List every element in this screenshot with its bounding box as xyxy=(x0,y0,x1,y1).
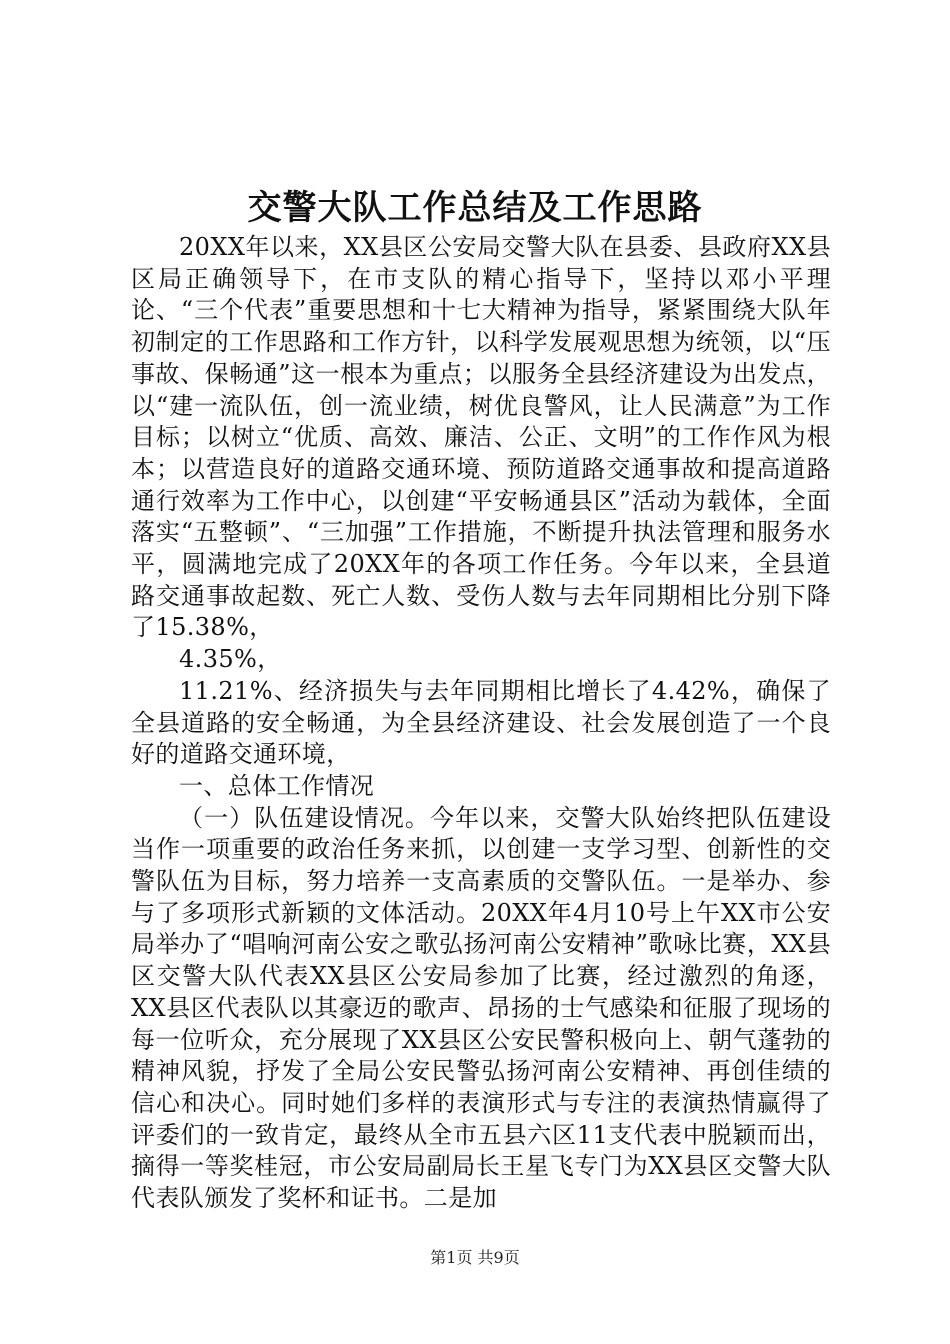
paragraph-summary: 11.21%、经济损失与去年同期相比增长了4.42%，确保了全县道路的安全畅通，为全县经济建设、社会发展创造了一个良好的道路交通环境， xyxy=(131,676,831,769)
document-title: 交警大队工作总结及工作思路 xyxy=(247,188,703,228)
section-heading: 一、总体工作情况 xyxy=(179,771,375,800)
paragraph-team-building: （一）队伍建设情况。今年以来，交警大队始终把队伍建设当作一项重要的政治任务来抓，以创建一支学习型、创新性的交警队伍为目标，努力培养一支高素质的交警队伍。一是举办、参与了多项形式新颖的文体活动。20XX年4月10号上午XX市公安局举办了“唱响河南公安之歌弘扬河南公安精神”歌咏比赛，XX县区交警大队代表XX县区公安局参加了比赛，经过激烈的角逐，XX县区代表队以其豪迈的歌声、昂扬的士气感染和征服了现场的每一位听众，充分展现了XX县区公安民警积极向上、朝气蓬勃的精神风貌，抒发了全局公安民警弘扬河南公安精神、再创佳绩的信心和决心。同时她们多样的表演形式与专注的表演热情赢得了评委们的一致肯定，最终从全市五县六区11支代表中脱颖而出，摘得一等奖桂冠，市公安局副局长王星飞专门为XX县区交警大队代表队颁发了奖杯和证书。二是加 xyxy=(131,803,831,1213)
paragraph-percent: 4.35%， xyxy=(179,645,282,674)
page-number: 第1页 共9页 xyxy=(430,1248,520,1267)
paragraph-intro: 20XX年以来，XX县区公安局交警大队在县委、县政府XX县区局正确领导下，在市支队的精心指导下，坚持以邓小平理论、“三个代表”重要思想和十七大精神为指导，紧紧围绕大队年初制定的工作思路和工作方针，以科学发展观思想为统领，以“压事故、保畅通”这一根本为重点；以服务全县经济建设为出发点，以“建一流队伍，创一流业绩，树优良警风，让人民满意”为工作目标；以树立“优质、高效、廉洁、公正、文明”的工作作风为根本；以营造良好的道路交通环境、预防道路交通事故和提高道路通行效率为工作中心，以创建“平安畅通县区”活动为载体，全面落实“五整顿”、“三加强”工作措施，不断提升执法管理和服务水平，圆满地完成了20XX年的各项工作任务。今年以来，全县道路交通事故起数、死亡人数、受伤人数与去年同期相比分别下降了15.38%， xyxy=(131,233,831,642)
document-body xyxy=(131,232,831,1215)
